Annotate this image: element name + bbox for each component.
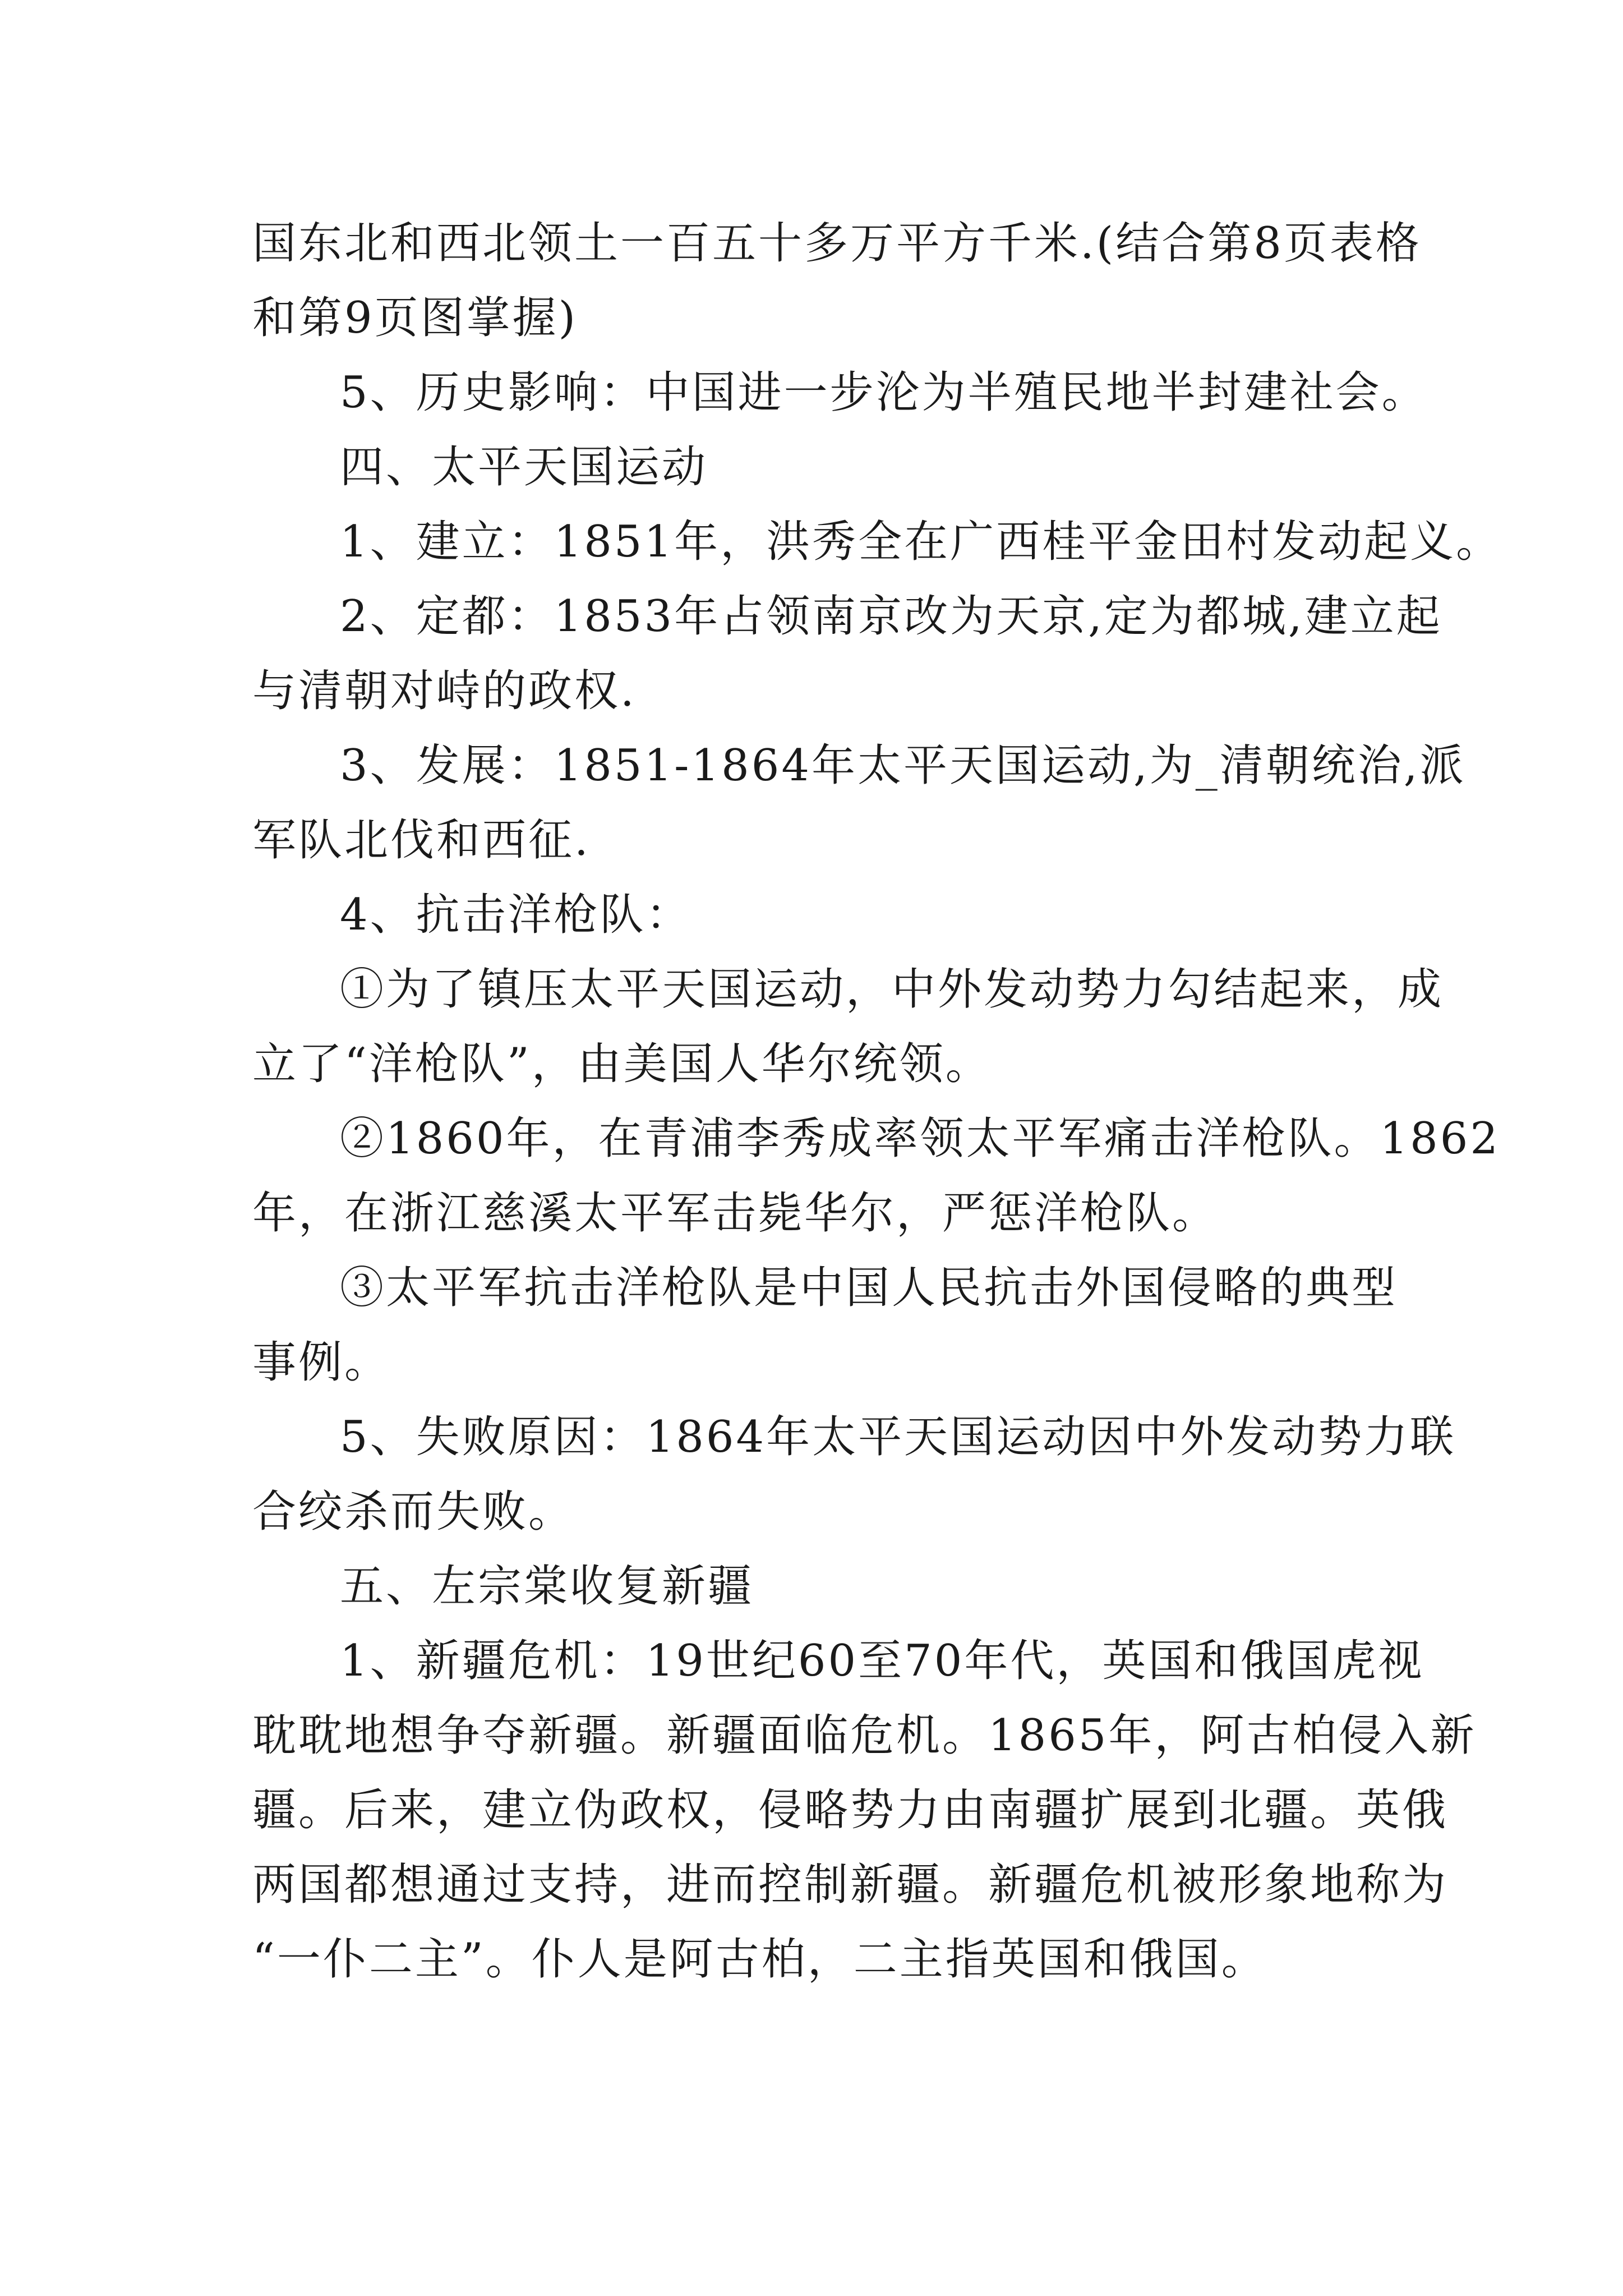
paragraph-line: 和第9页图掌握) xyxy=(252,293,578,343)
section-heading: 五、左宗棠收复新疆 xyxy=(340,1561,754,1612)
paragraph-line: 5、失败原因：1864年太平天国运动因中外发动势力联 xyxy=(340,1412,1456,1462)
paragraph-line: ③太平军抗击洋枪队是中国人民抗击外国侵略的典型 xyxy=(340,1263,1398,1313)
paragraph-line: 5、历史影响：中国进一步沦为半殖民地半封建社会。 xyxy=(340,367,1428,418)
paragraph-line: 1、建立：1851年，洪秀全在广西桂平金田村发动起义。 xyxy=(340,517,1502,567)
paragraph-line: 合绞杀而失败。 xyxy=(252,1487,575,1537)
paragraph-line: 年，在浙江慈溪太平军击毙华尔，严惩洋枪队。 xyxy=(252,1188,1219,1239)
paragraph-line: 疆。后来，建立伪政权，侵略势力由南疆扩展到北疆。英俄 xyxy=(252,1785,1449,1835)
paragraph-line: 军队北伐和西征. xyxy=(252,815,591,866)
paragraph-line: 立了“洋枪队”，由美国人华尔统领。 xyxy=(252,1039,992,1089)
paragraph-line: 2、定都：1853年占领南京改为天京,定为都城,建立起 xyxy=(340,591,1442,642)
section-heading: 四、太平天国运动 xyxy=(340,442,708,493)
paragraph-line: “一仆二主”。仆人是阿古柏，二主指英国和俄国。 xyxy=(252,1934,1267,1985)
paragraph-line: 4、抗击洋枪队： xyxy=(340,890,692,940)
paragraph-line: 事例。 xyxy=(252,1337,391,1388)
paragraph-line: 国东北和西北领土一百五十多万平方千米.(结合第8页表格 xyxy=(252,218,1422,269)
paragraph-line: ②1860年，在青浦李秀成率领太平军痛击洋枪队。1862 xyxy=(340,1114,1501,1164)
paragraph-line: ①为了镇压太平天国运动，中外发动势力勾结起来，成 xyxy=(340,964,1444,1015)
paragraph-line: 与清朝对峙的政权. xyxy=(252,666,637,716)
document-body xyxy=(252,206,1502,1997)
paragraph-line: 耽耽地想争夺新疆。新疆面临危机。1865年，阿古柏侵入新 xyxy=(252,1710,1477,1761)
paragraph-line: 1、新疆危机：19世纪60至70年代，英国和俄国虎视 xyxy=(340,1636,1424,1686)
paragraph-line: 两国都想通过支持，进而控制新疆。新疆危机被形象地称为 xyxy=(252,1860,1449,1910)
paragraph-line: 3、发展：1851-1864年太平天国运动,为_清朝统治,派 xyxy=(340,740,1466,791)
